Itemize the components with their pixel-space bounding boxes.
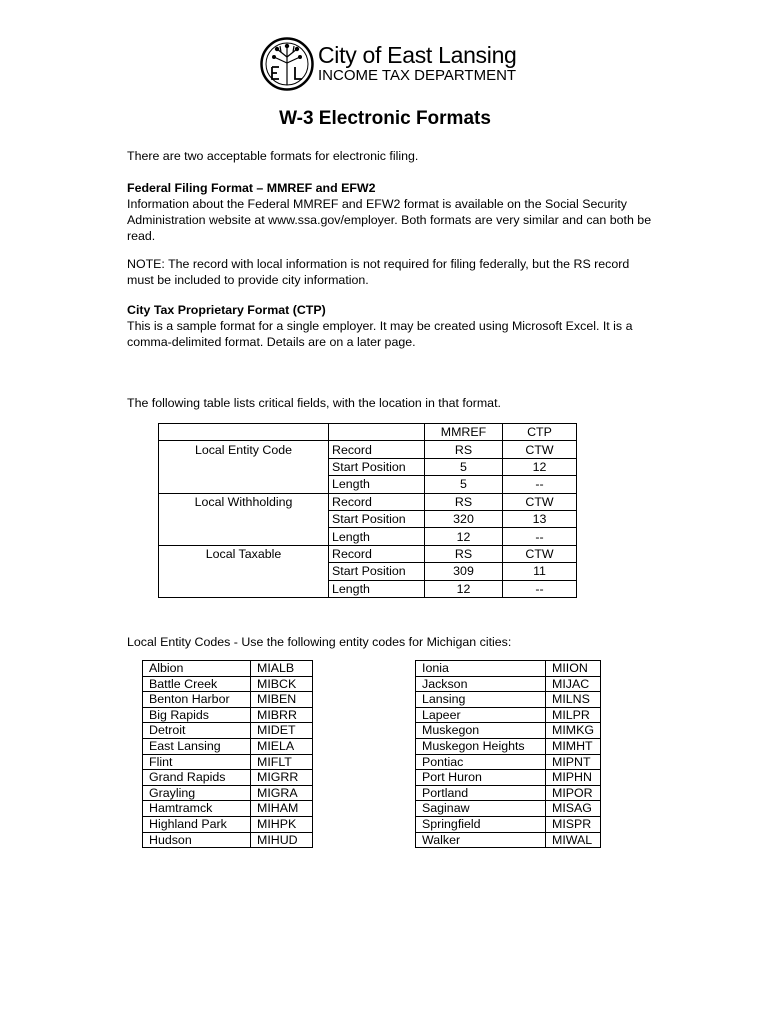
table-row <box>159 510 577 527</box>
table-row <box>143 816 313 832</box>
ctp-value: CTW <box>503 545 577 562</box>
city-name: Lapeer <box>416 707 546 723</box>
header-cell: CTP <box>503 424 577 441</box>
note-text: NOTE: The record with local information is not required for filing federally, but the RS record must be included to provide city information. <box>127 257 630 287</box>
mmref-value: 5 <box>425 476 503 493</box>
city-name: Big Rapids <box>143 707 251 723</box>
city-name: Lansing <box>416 692 546 708</box>
city-name: Springfield <box>416 816 546 832</box>
table-row <box>416 754 601 770</box>
mmref-value: 320 <box>425 510 503 527</box>
city-seal-icon <box>260 37 314 91</box>
table-row <box>143 738 313 754</box>
entity-code: MISPR <box>546 816 601 832</box>
org-name: City of East Lansing <box>318 42 517 68</box>
ctp-section <box>127 302 657 350</box>
city-name: Pontiac <box>416 754 546 770</box>
entity-code: MIDET <box>251 723 313 739</box>
codes-intro: Local Entity Codes - Use the following entity codes for Michigan cities: <box>127 635 512 649</box>
entity-code: MIMKG <box>546 723 601 739</box>
entity-code: MIBEN <box>251 692 313 708</box>
table-row <box>416 832 601 848</box>
table-row <box>143 832 313 848</box>
city-name: Benton Harbor <box>143 692 251 708</box>
field-label: Start Position <box>329 563 425 580</box>
group-name: Local Withholding <box>159 493 329 510</box>
table-row <box>159 458 577 475</box>
ctp-value: 13 <box>503 510 577 527</box>
mmref-value: 309 <box>425 563 503 580</box>
ctp-value: CTW <box>503 493 577 510</box>
federal-heading: Federal Filing Format – MMREF and EFW2 <box>127 181 376 195</box>
table-row <box>416 801 601 817</box>
table-row <box>159 528 577 545</box>
page-title: W-3 Electronic Formats <box>279 108 491 129</box>
city-name: Jackson <box>416 676 546 692</box>
field-label: Record <box>329 441 425 458</box>
table-row <box>143 676 313 692</box>
city-name: Ionia <box>416 661 546 677</box>
city-name: Grand Rapids <box>143 770 251 786</box>
entity-code: MIPHN <box>546 770 601 786</box>
entity-code: MIFLT <box>251 754 313 770</box>
ctp-value: -- <box>503 580 577 597</box>
header-cell <box>329 424 425 441</box>
entity-code: MIGRR <box>251 770 313 786</box>
table-row <box>143 785 313 801</box>
entity-code: MIBCK <box>251 676 313 692</box>
field-label: Start Position <box>329 510 425 527</box>
city-name: Walker <box>416 832 546 848</box>
table-row <box>143 661 313 677</box>
entity-code: MIMHT <box>546 738 601 754</box>
field-label: Length <box>329 528 425 545</box>
ctp-value: 12 <box>503 458 577 475</box>
ctp-value: CTW <box>503 441 577 458</box>
field-label: Start Position <box>329 458 425 475</box>
table-row <box>416 723 601 739</box>
entity-code: MIJAC <box>546 676 601 692</box>
group-name: Local Taxable <box>159 545 329 562</box>
city-name: East Lansing <box>143 738 251 754</box>
table-row <box>416 692 601 708</box>
entity-code: MIION <box>546 661 601 677</box>
table-row <box>416 816 601 832</box>
table-row <box>416 707 601 723</box>
entity-codes-table-left <box>142 660 313 848</box>
table-row <box>159 493 577 510</box>
header-cell <box>159 424 329 441</box>
ctp-value: -- <box>503 476 577 493</box>
entity-code: MIGRA <box>251 785 313 801</box>
table-row <box>143 770 313 786</box>
department-name: INCOME TAX DEPARTMENT <box>318 67 517 84</box>
table-row <box>159 545 577 562</box>
field-label: Length <box>329 476 425 493</box>
entity-code: MIHAM <box>251 801 313 817</box>
field-label: Length <box>329 580 425 597</box>
city-name: Albion <box>143 661 251 677</box>
entity-code: MIPOR <box>546 785 601 801</box>
table-row <box>416 661 601 677</box>
city-name: Portland <box>416 785 546 801</box>
table-row <box>159 563 577 580</box>
city-name: Port Huron <box>416 770 546 786</box>
table-row <box>416 738 601 754</box>
table-header-row <box>159 424 577 441</box>
entity-code: MIHPK <box>251 816 313 832</box>
ctp-heading: City Tax Proprietary Format (CTP) <box>127 303 326 317</box>
entity-code: MIWAL <box>546 832 601 848</box>
intro-text: There are two acceptable formats for electronic filing. <box>127 149 419 163</box>
table-row <box>159 580 577 597</box>
critical-fields-table <box>158 423 577 598</box>
group-name: Local Entity Code <box>159 441 329 458</box>
city-name: Muskegon Heights <box>416 738 546 754</box>
entity-code: MIPNT <box>546 754 601 770</box>
table-row <box>143 692 313 708</box>
mmref-value: RS <box>425 493 503 510</box>
city-name: Highland Park <box>143 816 251 832</box>
city-name: Hudson <box>143 832 251 848</box>
city-name: Detroit <box>143 723 251 739</box>
federal-section <box>127 180 657 244</box>
ctp-value: 11 <box>503 563 577 580</box>
mmref-value: RS <box>425 441 503 458</box>
entity-code: MIELA <box>251 738 313 754</box>
ctp-body: This is a sample format for a single employer. It may be created using Microsoft Excel. It is a comma-delimited format. Details are on a later page. <box>127 319 633 349</box>
entity-codes-table-right <box>415 660 601 848</box>
entity-code: MIHUD <box>251 832 313 848</box>
letterhead <box>260 36 517 92</box>
table-row <box>143 801 313 817</box>
entity-code: MILPR <box>546 707 601 723</box>
table-row <box>416 770 601 786</box>
city-name: Hamtramck <box>143 801 251 817</box>
field-label: Record <box>329 493 425 510</box>
federal-body: Information about the Federal MMREF and EFW2 format is available on the Social Security Administration website at www.ssa.gov/employer. Both formats are very similar and can both be read. <box>127 197 652 243</box>
table-row <box>416 676 601 692</box>
table-row <box>143 723 313 739</box>
mmref-value: 5 <box>425 458 503 475</box>
city-name: Grayling <box>143 785 251 801</box>
entity-code: MIALB <box>251 661 313 677</box>
ctp-value: -- <box>503 528 577 545</box>
entity-code: MISAG <box>546 801 601 817</box>
table-row <box>143 707 313 723</box>
table-intro: The following table lists critical fields, with the location in that format. <box>127 396 501 410</box>
mmref-value: 12 <box>425 580 503 597</box>
table-row <box>159 476 577 493</box>
city-name: Muskegon <box>416 723 546 739</box>
mmref-value: 12 <box>425 528 503 545</box>
entity-code: MIBRR <box>251 707 313 723</box>
city-name: Flint <box>143 754 251 770</box>
table-row <box>143 754 313 770</box>
city-name: Battle Creek <box>143 676 251 692</box>
field-label: Record <box>329 545 425 562</box>
table-row <box>416 785 601 801</box>
mmref-value: RS <box>425 545 503 562</box>
table-row <box>159 441 577 458</box>
header-cell: MMREF <box>425 424 503 441</box>
city-name: Saginaw <box>416 801 546 817</box>
entity-code: MILNS <box>546 692 601 708</box>
